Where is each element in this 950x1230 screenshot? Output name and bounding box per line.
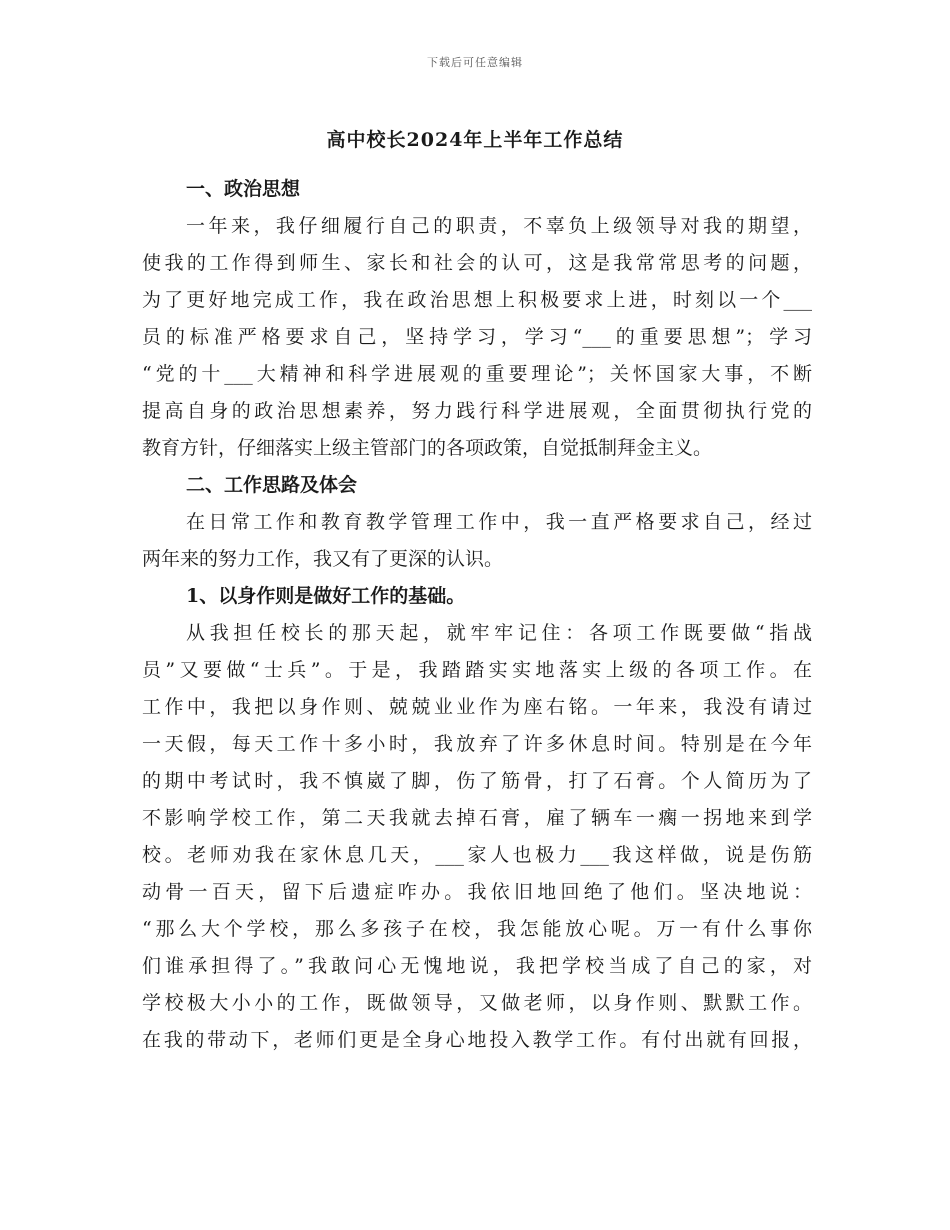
paragraph-line: “那么大个学校，那么多孩子在校，我怎能放心呢。万一有什么事你 bbox=[142, 918, 812, 940]
document-body bbox=[142, 171, 812, 1059]
paragraph-line: 两年来的努力工作，我又有了更深的认识。 bbox=[142, 548, 504, 570]
paragraph-line: 使我的工作得到师生、家长和社会的认可，这是我常常思考的问题， bbox=[142, 252, 812, 274]
section-heading: 一、政治思想 bbox=[186, 178, 301, 200]
paragraph-line: 们谁承担得了。”我敢问心无愧地说，我把学校当成了自己的家，对 bbox=[142, 955, 812, 977]
paragraph-line: 不影响学校工作，第二天我就去掉石膏，雇了辆车一瘸一拐地来到学 bbox=[142, 807, 812, 829]
page-header-note: 下载后可任意编辑 bbox=[427, 56, 523, 69]
paragraph-line: 为了更好地完成工作，我在政治思想上积极要求上进，时刻以一个___ bbox=[142, 289, 812, 311]
paragraph-line: 提高自身的政治思想素养，努力践行科学进展观，全面贯彻执行党的 bbox=[142, 400, 812, 422]
paragraph-line: 一年来，我仔细履行自己的职责，不辜负上级领导对我的期望， bbox=[186, 215, 812, 237]
paragraph-line: 工作中，我把以身作则、兢兢业业作为座右铭。一年来，我没有请过 bbox=[142, 696, 812, 718]
paragraph-line: 员的标准严格要求自己，坚持学习，学习“___的重要思想”；学习 bbox=[142, 326, 812, 348]
paragraph-line: 的期中考试时，我不慎崴了脚，伤了筋骨，打了石膏。个人简历为了 bbox=[142, 770, 812, 792]
paragraph-line: 校。老师劝我在家休息几天，___家人也极力___我这样做，说是伤筋 bbox=[142, 844, 812, 866]
paragraph-line: 一天假，每天工作十多小时，我放弃了许多休息时间。特别是在今年 bbox=[142, 733, 812, 755]
section-heading: 二、工作思路及体会 bbox=[186, 474, 358, 496]
paragraph-line: 学校极大小小的工作，既做领导，又做老师，以身作则、默默工作。 bbox=[142, 992, 812, 1014]
paragraph-line: 动骨一百天，留下后遗症咋办。我依旧地回绝了他们。坚决地说： bbox=[142, 881, 812, 903]
paragraph-line: 员”又要做“士兵”。于是，我踏踏实实地落实上级的各项工作。在 bbox=[142, 659, 812, 681]
document-title: 高中校长2024年上半年工作总结 bbox=[326, 129, 624, 151]
paragraph-line: 在我的带动下，老师们更是全身心地投入教学工作。有付出就有回报， bbox=[142, 1029, 812, 1051]
paragraph-line: 在日常工作和教育教学管理工作中，我一直严格要求自己，经过 bbox=[186, 511, 812, 533]
section-heading: 1、以身作则是做好工作的基础。 bbox=[186, 585, 466, 607]
paragraph-line: 教育方针，仔细落实上级主管部门的各项政策，自觉抵制拜金主义。 bbox=[142, 437, 713, 459]
paragraph-line: “党的十___大精神和科学进展观的重要理论”；关怀国家大事，不断 bbox=[142, 363, 812, 385]
paragraph-line: 从我担任校长的那天起，就牢牢记住：各项工作既要做“指战 bbox=[186, 622, 812, 644]
